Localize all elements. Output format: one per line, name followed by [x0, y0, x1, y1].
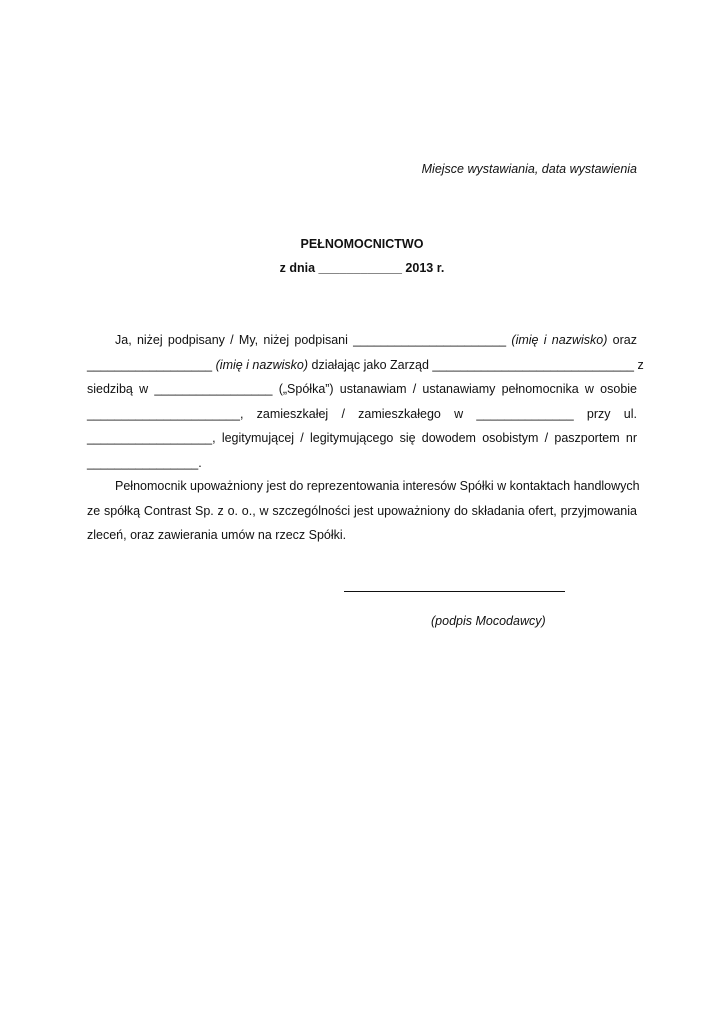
name-hint: (imię i nazwisko) [215, 357, 309, 372]
place-and-date: Miejsce wystawiania, data wystawienia [421, 162, 637, 176]
paragraph-line: siedzibą w _________________ („Spółka”) ustanawiam / ustanawiamy pełnomocnika w osobie [87, 382, 637, 396]
paragraph-line [87, 353, 644, 378]
paragraph-line: zleceń, oraz zawierania umów na rzecz Spółki. [87, 528, 347, 542]
paragraph-line: ______________________, zamieszkałej / zamieszkałego w ______________ przy ul. [87, 406, 637, 421]
signature-label: (podpis Mocodawcy) [431, 614, 546, 628]
paragraph-line: ________________. [87, 455, 202, 470]
conjunction-text: oraz [612, 333, 637, 347]
board-text: działając jako Zarząd _____________________________ z [311, 357, 644, 372]
paragraph-line [87, 328, 637, 353]
paragraph-line: __________________, legitymującej / legitymującego się dowodem osobistym / paszportem nr [87, 431, 637, 445]
document-date-line: z dnia ____________ 2013 r. [279, 261, 445, 275]
paragraph-authorization [87, 474, 640, 548]
signatory-text: Ja, niżej podpisany / My, niżej podpisani ______________________ [115, 333, 507, 347]
paragraph-appointment [87, 328, 644, 475]
paragraph-line: Pełnomocnik upoważniony jest do reprezentowania interesów Spółki w kontaktach handlowych [115, 479, 640, 493]
signature-line [344, 591, 565, 592]
name-hint: (imię i nazwisko) [511, 333, 608, 347]
name-blank: __________________ [87, 357, 213, 372]
paragraph-line: ze spółką Contrast Sp. z o. o., w szczególności jest upoważniony do składania ofert, przyjmowania [87, 503, 637, 518]
document-title: PEŁNOMOCNICTWO [300, 237, 424, 251]
